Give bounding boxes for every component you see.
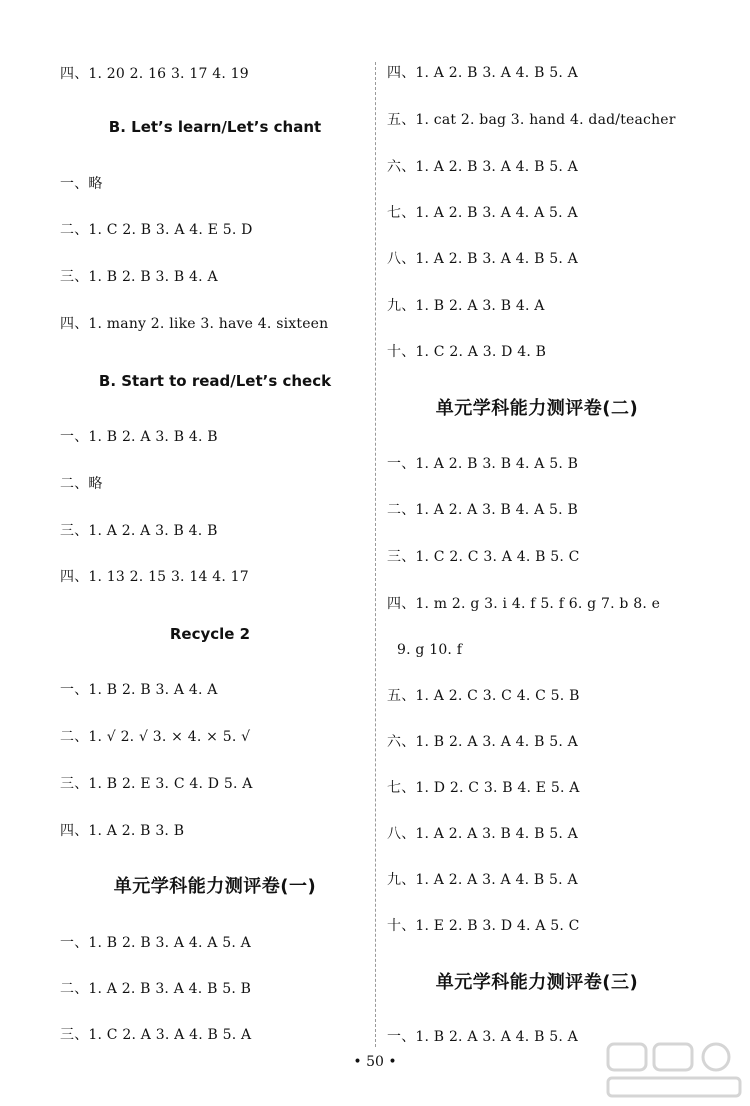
section-heading: B. Start to read/Let’s check: [98, 372, 332, 390]
section-heading: B. Let’s learn/Let’s chant: [108, 118, 322, 136]
answer-line: 二、1. √ 2. √ 3. × 4. × 5. √: [60, 729, 251, 745]
answer-line: 七、1. A 2. B 3. A 4. A 5. A: [387, 205, 578, 221]
answer-line: 9. g 10. f: [397, 642, 463, 658]
answer-line: 三、1. C 2. A 3. A 4. B 5. A: [60, 1027, 252, 1043]
answer-line: 六、1. B 2. A 3. A 4. B 5. A: [387, 734, 578, 750]
section-heading: 单元学科能力测评卷(二): [435, 398, 639, 419]
answer-line: 九、1. B 2. A 3. B 4. A: [387, 298, 545, 314]
answer-line: 十、1. E 2. B 3. D 4. A 5. C: [387, 918, 580, 934]
answer-line: 一、1. B 2. A 3. B 4. B: [60, 429, 218, 445]
answer-line: 六、1. A 2. B 3. A 4. B 5. A: [387, 159, 578, 175]
section-heading: 单元学科能力测评卷(三): [435, 972, 639, 993]
answer-line: 三、1. B 2. B 3. B 4. A: [60, 269, 218, 285]
answer-line: 一、1. B 2. B 3. A 4. A: [60, 682, 218, 698]
answer-line: 八、1. A 2. A 3. B 4. B 5. A: [387, 826, 578, 842]
answer-line: 四、1. 13 2. 15 3. 14 4. 17: [60, 569, 249, 585]
answer-line: 四、1. 20 2. 16 3. 17 4. 19: [60, 66, 249, 82]
section-heading: 单元学科能力测评卷(一): [113, 876, 317, 897]
answer-line: 八、1. A 2. B 3. A 4. B 5. A: [387, 251, 578, 267]
answer-line: 二、1. C 2. B 3. A 4. E 5. D: [60, 222, 253, 238]
answer-line: 五、1. cat 2. bag 3. hand 4. dad/teacher: [387, 112, 676, 128]
answer-line: 二、1. A 2. B 3. A 4. B 5. B: [60, 981, 252, 997]
answer-line: 九、1. A 2. A 3. A 4. B 5. A: [387, 872, 578, 888]
answer-line: 一、1. B 2. A 3. A 4. B 5. A: [387, 1029, 578, 1045]
answer-line: 七、1. D 2. C 3. B 4. E 5. A: [387, 780, 580, 796]
column-divider: [375, 62, 376, 1047]
section-heading: Recycle 2: [169, 625, 251, 643]
watermark-logo-icon: [604, 1040, 744, 1102]
answer-line: 四、1. many 2. like 3. have 4. sixteen: [60, 316, 329, 332]
answer-line: 一、1. A 2. B 3. B 4. A 5. B: [387, 456, 579, 472]
answer-line: 三、1. A 2. A 3. B 4. B: [60, 523, 218, 539]
answer-line: 三、1. B 2. E 3. C 4. D 5. A: [60, 776, 253, 792]
answer-line: 二、略: [60, 476, 103, 492]
answer-line: 三、1. C 2. C 3. A 4. B 5. C: [387, 549, 580, 565]
answer-line: 四、1. A 2. B 3. A 4. B 5. A: [387, 65, 578, 81]
answer-line: 五、1. A 2. C 3. C 4. C 5. B: [387, 688, 580, 704]
answer-line: 一、略: [60, 176, 103, 192]
answer-line: 四、1. m 2. g 3. i 4. f 5. f 6. g 7. b 8. e: [387, 596, 661, 612]
answer-line: 四、1. A 2. B 3. B: [60, 823, 185, 839]
answer-line: 一、1. B 2. B 3. A 4. A 5. A: [60, 935, 251, 951]
page-number: • 50 •: [353, 1054, 397, 1070]
answer-line: 十、1. C 2. A 3. D 4. B: [387, 344, 547, 360]
answer-line: 二、1. A 2. A 3. B 4. A 5. B: [387, 502, 578, 518]
